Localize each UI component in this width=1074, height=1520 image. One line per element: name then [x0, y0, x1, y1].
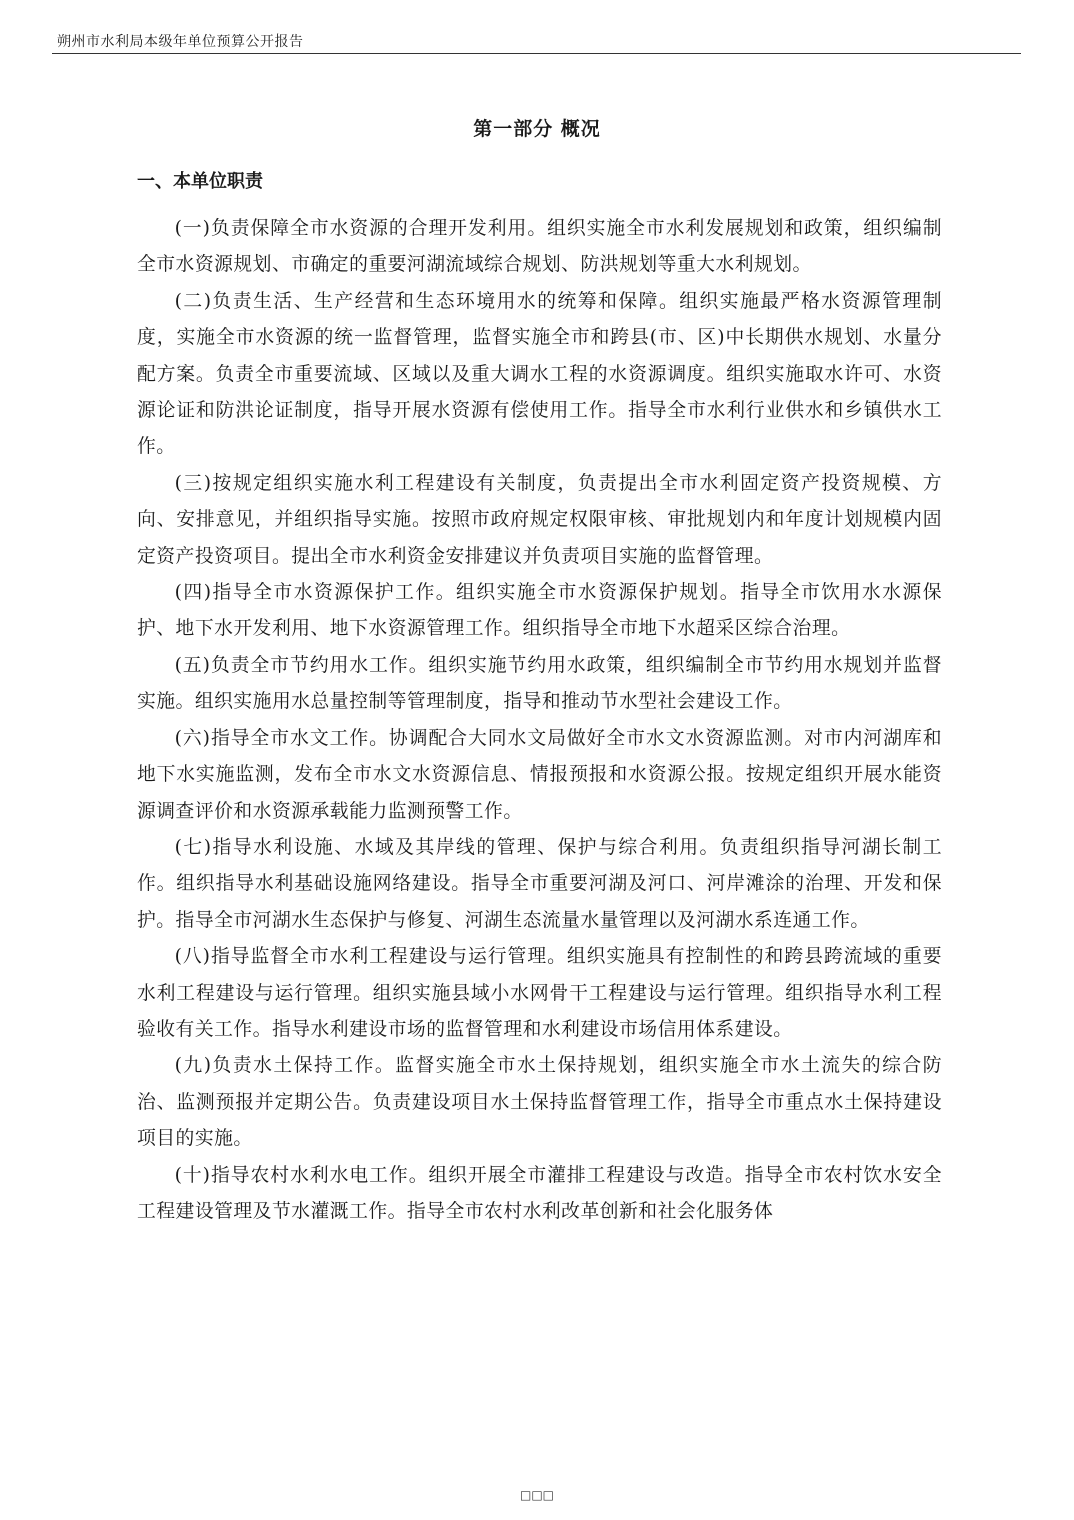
- document-header-title: 朔州市水利局本级年单位预算公开报告: [57, 34, 304, 50]
- header-divider: [52, 53, 1021, 54]
- paragraph-8: (八)指导监督全市水利工程建设与运行管理。组织实施具有控制性的和跨县跨流域的重要水利工程建设与运行管理。组织实施县域小水网骨干工程建设与运行管理。组织指导水利工程验收有关工作。指导水利建设市场的监督管理和水利建设市场信用体系建设。: [137, 946, 942, 1040]
- paragraph-3: (三)按规定组织实施水利工程建设有关制度，负责提出全市水利固定资产投资规模、方向、安排意见，并组织指导实施。按照市政府规定权限审核、审批规划内和年度计划规模内固定资产投资项目。提出全市水利资金安排建议并负责项目实施的监督管理。: [137, 472, 942, 567]
- paragraph-1: (一)负责保障全市水资源的合理开发利用。组织实施全市水利发展规划和政策，组织编制全市水资源规划、市确定的重要河湖流域综合规划、防洪规划等重大水利规划。: [137, 218, 942, 276]
- document-body: [137, 211, 942, 1230]
- page-title: 第一部分 概况: [473, 118, 601, 140]
- paragraph-2: (二)负责生活、生产经营和生态环境用水的统筹和保障。组织实施最严格水资源管理制度，实施全市水资源的统一监督管理，监督实施全市和跨县(市、区)中长期供水规划、水量分配方案。负责全市重要流域、区域以及重大调水工程的水资源调度。组织实施取水许可、水资源论证和防洪论证制度，指导开展水资源有偿使用工作。指导全市水利行业供水和乡镇供水工作。: [137, 290, 942, 458]
- paragraph-4: (四)指导全市水资源保护工作。组织实施全市水资源保护规划。指导全市饮用水水源保护、地下水开发利用、地下水资源管理工作。组织指导全市地下水超采区综合治理。: [137, 582, 942, 640]
- section-heading: 一、本单位职责: [137, 171, 263, 192]
- paragraph-6: (六)指导全市水文工作。协调配合大同水文局做好全市水文水资源监测。对市内河湖库和地下水实施监测，发布全市水文水资源信息、情报预报和水资源公报。按规定组织开展水能资源调查评价和水资源承载能力监测预警工作。: [137, 727, 942, 822]
- page-number: □□□: [519, 1488, 554, 1502]
- paragraph-5: (五)负责全市节约用水工作。组织实施节约用水政策，组织编制全市节约用水规划并监督实施。组织实施用水总量控制等管理制度，指导和推动节水型社会建设工作。: [137, 654, 942, 713]
- paragraph-10: (十)指导农村水利水电工作。组织开展全市灌排工程建设与改造。指导全市农村饮水安全工程建设管理及节水灌溉工作。指导全市农村水利改革创新和社会化服务体: [137, 1164, 942, 1222]
- paragraph-9: (九)负责水土保持工作。监督实施全市水土保持规划，组织实施全市水土流失的综合防治、监测预报并定期公告。负责建设项目水土保持监督管理工作，指导全市重点水土保持建设项目的实施。: [137, 1055, 942, 1150]
- paragraph-7: (七)指导水利设施、水域及其岸线的管理、保护与综合利用。负责组织指导河湖长制工作。组织指导水利基础设施网络建设。指导全市重要河湖及河口、河岸滩涂的治理、开发和保护。指导全市河湖水生态保护与修复、河湖生态流量水量管理以及河湖水系连通工作。: [137, 836, 942, 931]
